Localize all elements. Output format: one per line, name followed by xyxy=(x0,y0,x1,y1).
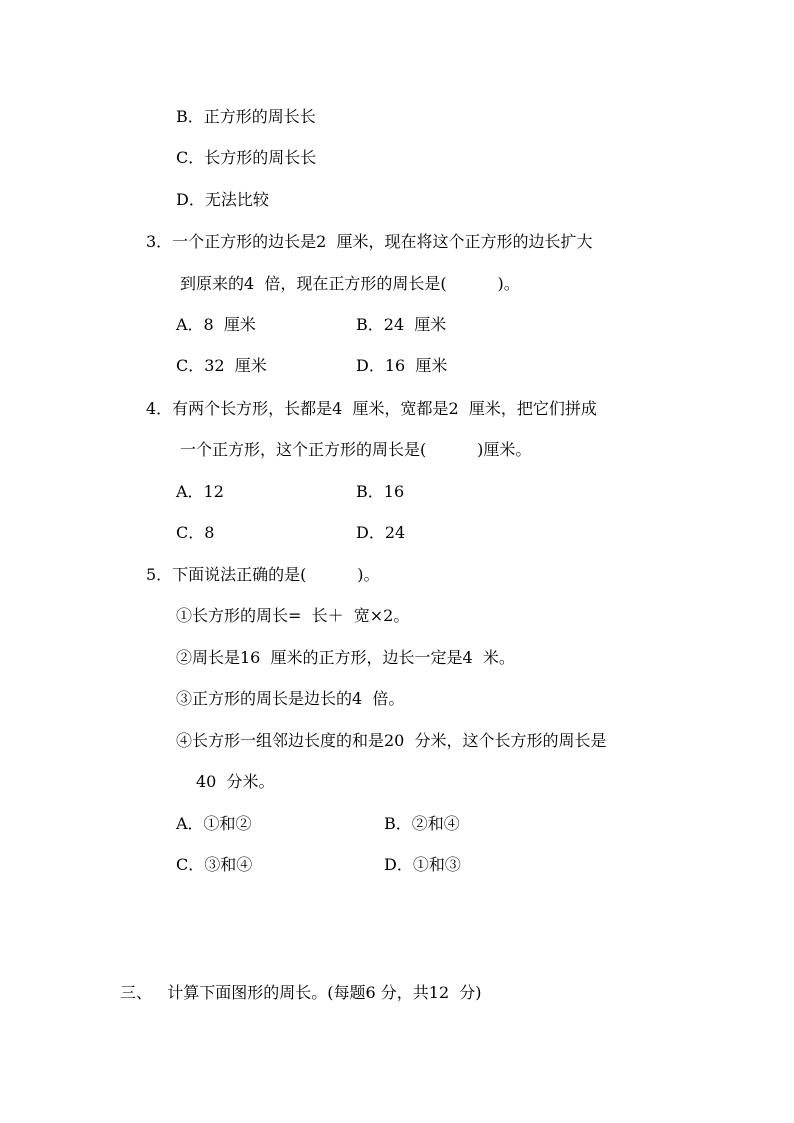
q3-option-d: D．16 厘米 xyxy=(356,356,448,375)
q2-option-d: D．无法比较 xyxy=(176,190,269,209)
q3-option-a: A．8 厘米 xyxy=(176,315,256,334)
q5-option-b: B．②和④ xyxy=(384,814,460,833)
q4-option-b: B．16 xyxy=(356,482,405,501)
q5-statement-4-line1: ④长方形一组邻边长度的和是20 分米，这个长方形的周长是 xyxy=(176,731,607,750)
q5-option-d: D．①和③ xyxy=(384,855,461,874)
q4-stem-line1: 4．有两个长方形，长都是4 厘米，宽都是2 厘米，把它们拼成 xyxy=(146,399,597,418)
q3-option-c: C．32 厘米 xyxy=(176,356,267,375)
q5-statement-4-line2: 40 分米。 xyxy=(196,772,275,791)
q3-stem-line1: 3．一个正方形的边长是2 厘米，现在将这个正方形的边长扩大 xyxy=(146,232,593,251)
q5-statement-3: ③正方形的周长是边长的4 倍。 xyxy=(176,689,405,708)
q4-option-c: C．8 xyxy=(176,523,215,542)
q4-option-d: D．24 xyxy=(356,523,406,542)
q5-statement-2: ②周长是16 厘米的正方形，边长一定是4 米。 xyxy=(176,648,515,667)
q5-stem: 5．下面说法正确的是( )。 xyxy=(146,565,380,584)
q2-option-c: C．长方形的周长长 xyxy=(176,148,317,167)
q5-statement-1: ①长方形的周长= 长＋ 宽×2。 xyxy=(176,606,410,625)
section-3-title: 三、 计算下面图形的周长。(每题6 分，共12 分) xyxy=(120,983,482,1002)
q4-option-a: A．12 xyxy=(176,482,224,501)
q3-option-b: B．24 厘米 xyxy=(356,315,447,334)
q2-option-b: B．正方形的周长长 xyxy=(176,107,316,126)
q4-stem-line2: 一个正方形，这个正方形的周长是( )厘米。 xyxy=(180,440,532,459)
q5-option-c: C．③和④ xyxy=(176,855,253,874)
q3-stem-line2: 到原来的4 倍，现在正方形的周长是( )。 xyxy=(180,274,520,293)
q5-option-a: A．①和② xyxy=(176,814,252,833)
